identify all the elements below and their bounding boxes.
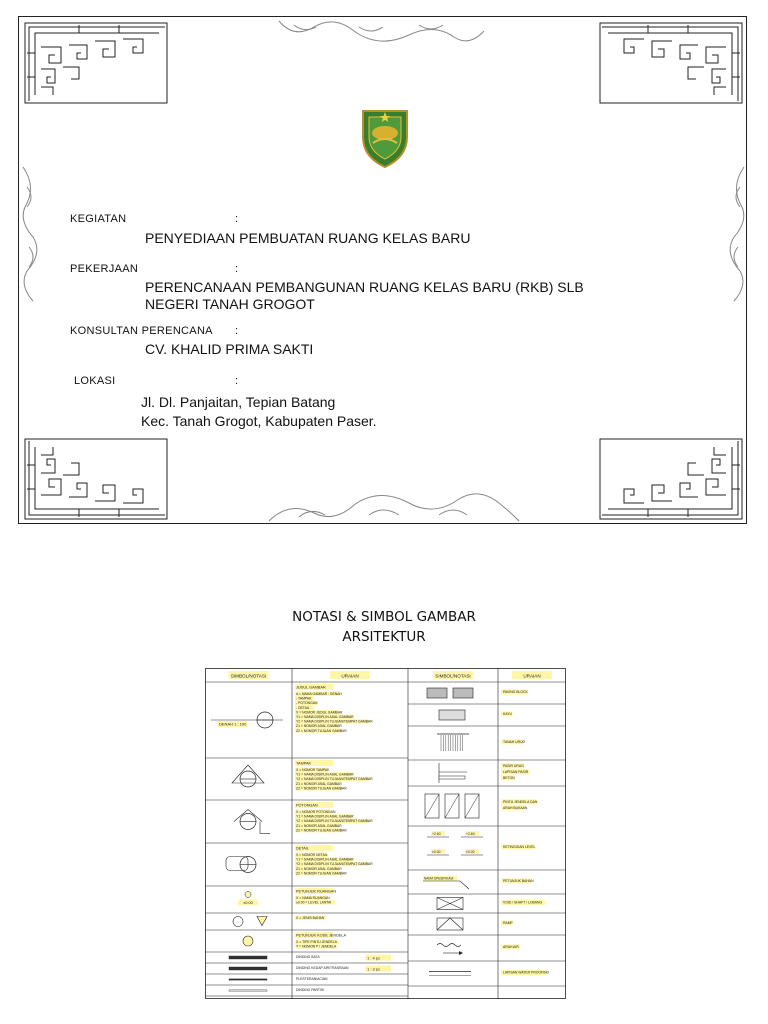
row-description: Y2 = NAMA DISIPLIN TUJUAN/TEMPAT GAMBAR [296,777,373,782]
row-description: Y1 = NAMA DISIPLIN ASAL GAMBAR [296,814,354,819]
row-heading: PETUNJUK KODE JENDELA [296,933,347,938]
level-label: +2.60 [466,832,475,836]
symbol-label: NAMA SPESIFIKASI [424,876,454,881]
row-description: Y2 = NAMA DISIPLIN TUJUAN/TEMPAT GAMBAR [296,719,373,724]
paving-hatch [453,688,473,698]
column-header: URAIAN [341,673,359,679]
row-description: A = NAMA GAMBAR : DENAH [296,692,342,696]
row-description: Y1 = NAMA DISIPLIN ASAL GAMBAR [296,715,354,719]
row-description: LAPISAN PASIR [503,770,529,774]
row-description: PAVING BLOCK [503,690,528,694]
meander-corner-top-left [25,23,167,103]
scroll-ornament-bottom [269,494,519,521]
row-description: PETUNJUK BAHAN [503,879,534,883]
field-value: Kec. Tanah Grogot, Kabupaten Paser. [141,413,377,429]
row-description: - TAMPAK [296,696,312,701]
row-description: PLESTERAN/ACIAN [296,977,328,981]
wood-hatch [439,710,465,720]
room-marker [245,892,251,898]
wall-symbol [229,990,267,991]
notation-table [205,668,566,999]
scroll-ornament-left [23,167,37,301]
notation-table-drawing [205,668,566,999]
paving-hatch [427,688,447,698]
row-description: X = NOMOR JUDUL GAMBAR [296,710,343,715]
row-description: Y2 = NAMA DISIPLIN TUJUAN/TEMPAT GAMBAR [296,819,373,824]
level-label: +2.60 [432,832,441,836]
row-description: ±0.00 = LEVEL LANTAI [296,900,332,905]
row-description: Z2 = NOMOR TUJUAN GAMBAR [296,871,347,876]
cover-sheet [18,16,747,524]
row-description: ARAH BUKAAN [503,806,528,810]
row-description: DINDING KEDAP AIR/TRASRAAN [296,966,349,970]
column-header: SIMBOL/NOTASI [435,673,471,679]
row-description: Z2 = NOMOR TUJUAN GAMBAR [296,728,347,733]
field-value: CV. KHALID PRIMA SAKTI [145,341,314,357]
row-description: RAMP [503,921,513,925]
row-description: ARAH AIR [503,945,519,949]
row-description: Z2 = NOMOR TUJUAN GAMBAR [296,828,347,833]
field-colon: : [235,213,239,225]
wall-symbol [229,967,267,970]
notation-title: NOTASI & SIMBOL GAMBAR [292,609,476,625]
field-label: LOKASI [74,375,116,387]
row-description: Y1 = NAMA DISIPLIN ASAL GAMBAR [296,857,354,862]
row-description: X = NOMOR DETAIL [296,853,328,857]
row-heading: TAMPAK [296,761,312,766]
row-description: X = NOMOR TAMPAK [296,768,330,772]
scroll-ornament-right [730,167,744,301]
field-colon: : [235,375,239,387]
row-description: TANAH URUG [503,740,526,744]
column-header: URAIAN [523,673,541,679]
field-colon: : [235,325,239,337]
row-description: Z1 = NOMOR ASAL GAMBAR [296,823,342,828]
row-description: Y1 = NAMA DISIPLIN ASAL GAMBAR [296,772,354,777]
row-description: X = TIPE PINTU JENDELA [296,940,337,944]
row-description: KETINGGIAN LEVEL [503,845,536,849]
notation-subtitle: ARSITEKTUR [342,629,426,645]
row-description: KAYU [503,712,512,716]
wall-symbol [229,979,267,980]
wall-symbol [229,956,267,959]
scale-label: 1 : 4 pc [367,955,381,961]
field-colon: : [235,263,239,275]
level-label: ±0.00 [466,850,475,854]
sand-layer [439,776,465,779]
material-circle [233,917,243,927]
door-window-marker [243,936,253,946]
row-description: DINDING BATA [296,955,320,959]
row-heading: JUDUL GAMBAR [296,685,326,690]
field-label: PEKERJAAN [70,263,139,275]
row-description: DINDING PARTISI [296,988,325,992]
row-description: Z1 = NOMOR ASAL GAMBAR [296,866,342,871]
row-description: Z1 = NOMOR ASAL GAMBAR [296,781,342,786]
field-value: Jl. Dl. Panjaitan, Tepian Batang [141,394,336,410]
row-description: LAPISAN WATER PROOFING [503,970,550,975]
field-label: KONSULTAN PERENCANA [70,325,213,337]
row-heading: POTONGAN [296,803,318,808]
scroll-ornament-top [279,21,484,41]
field-value: PENYEDIAAN PEMBUATAN RUANG KELAS BARU [145,230,471,246]
symbol-label: ±0.00 [243,901,253,906]
row-description: VOID / SHAFT / LOBANG [503,900,543,905]
row-description: BETON [503,776,515,780]
row-description: - DETAIL [296,705,310,710]
row-description: Y = NOMOR P / JENDELA [296,944,337,949]
level-label: ±0.00 [432,850,441,854]
emblem-icon [359,107,411,169]
row-description: - POTONGAN [296,701,318,706]
symbol-label: DENAH 1 : 100 [219,721,247,727]
scale-label: 1 : 3 pc [367,966,381,972]
column-header: SIMBOL/NOTASI [230,673,267,679]
row-description: X = JENIS BAHAN [296,916,325,920]
row-description: Z1 = NOMOR ASAL GAMBAR [296,724,342,729]
row-description: Y2 = NAMA DISIPLIN TUJUAN/TEMPAT GAMBAR [296,862,373,867]
row-description: X = NOMOR POTONGAN [296,810,336,814]
row-description: PINTU JENDELA DAN [503,800,538,804]
field-label: KEGIATAN [70,213,127,225]
field-value: NEGERI TANAH GROGOT [145,296,315,312]
row-description: Z2 = NOMOR TUJUAN GAMBAR [296,786,347,791]
row-description: X = NAMA RUANGAN [296,896,330,900]
field-value: PERENCANAAN PEMBANGUNAN RUANG KELAS BARU (RKB) SLB [145,279,584,295]
row-heading: PETUNJUK RUANGAN [296,889,337,894]
row-description: PASIR URUG [503,764,524,768]
row-heading: DETAIL [296,846,310,851]
